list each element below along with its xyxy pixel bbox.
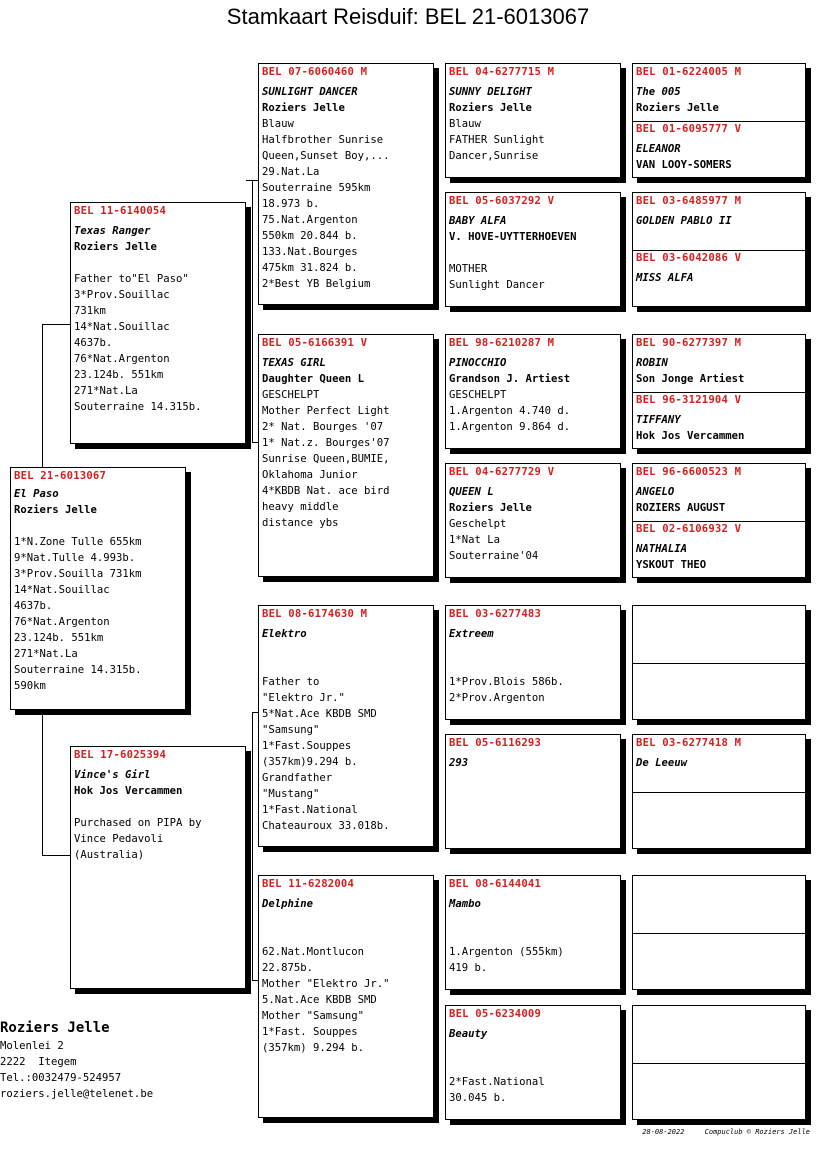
ggp-card-fmf[interactable] (445, 334, 621, 449)
connector-line (437, 120, 438, 272)
pigeon-name: Delphine (262, 898, 314, 910)
ggp-card-mff[interactable] (445, 605, 621, 720)
pigeon-name: De Leeuw (636, 757, 688, 769)
connector-line (625, 95, 626, 150)
breeder-name: Roziers Jelle (0, 1020, 110, 1036)
info-line: 5*Nat.Ace KBDB SMD (262, 708, 377, 720)
breeder-email[interactable]: roziers.jelle@telenet.be (0, 1088, 154, 1100)
subject-card[interactable] (10, 467, 186, 710)
g4-pair-card[interactable] (632, 334, 806, 449)
pigeon-owner: Roziers Jelle (14, 504, 97, 516)
ring-number: BEL 98-6210287 M (449, 337, 555, 349)
info-line: Vince Pedavoli (74, 833, 164, 845)
pigeon-name: El Paso (14, 488, 59, 500)
connector-line (625, 226, 626, 282)
g4-pair-card[interactable] (632, 605, 806, 720)
ring-number: BEL 11-6282004 (262, 878, 355, 890)
pigeon-name: ELEANOR (636, 143, 681, 155)
pigeon-owner: VAN LOOY-SOMERS (636, 159, 732, 171)
info-line: 1*Fast.Souppes (262, 740, 352, 752)
info-line: 1.Argenton 4.740 d. (449, 405, 571, 417)
info-line: 3*Prov.Souilla 731km (14, 568, 142, 580)
info-line: heavy middle (262, 501, 339, 513)
info-line: Sunrise Queen,BUMIE, (262, 453, 390, 465)
info-line: Dancer,Sunrise (449, 150, 539, 162)
info-line: 22.875b. (262, 962, 314, 974)
pigeon-owner: Roziers Jelle (449, 502, 532, 514)
pigeon-name: Mambo (449, 898, 481, 910)
info-line: 550km 20.844 b. (262, 230, 358, 242)
ring-number: BEL 02-6106932 V (636, 523, 742, 535)
info-line: 419 b. (449, 962, 488, 974)
info-line: GESCHELPT (262, 389, 320, 401)
info-line: "Mustang" (262, 788, 320, 800)
info-line: Father to"El Paso" (74, 273, 189, 285)
info-line: Halfbrother Sunrise (262, 134, 384, 146)
ring-number: BEL 01-6095777 V (636, 123, 742, 135)
pigeon-name: TEXAS GIRL (262, 357, 326, 369)
ggp-card-mfm[interactable] (445, 734, 621, 849)
info-line: Blauw (449, 118, 481, 130)
info-line: Father to (262, 676, 320, 688)
ring-number: BEL 08-6174630 M (262, 608, 368, 620)
pigeon-owner: Roziers Jelle (74, 241, 157, 253)
info-line: Souterraine 595km (262, 182, 371, 194)
pigeon-name: ANGELO (636, 486, 675, 498)
ring-number: BEL 05-6116293 (449, 737, 542, 749)
connector-line (625, 492, 626, 549)
connector-line (625, 1036, 626, 1092)
info-line: Souterraine 14.315b. (74, 401, 202, 413)
pigeon-name: Texas Ranger (74, 225, 151, 237)
pigeon-name: Extreem (449, 628, 494, 640)
ggp-card-mmf[interactable] (445, 875, 621, 990)
print-date: 28-08-2022 (642, 1128, 685, 1136)
connector-line (625, 364, 626, 420)
connector-line (42, 710, 43, 855)
connector-line (625, 633, 626, 689)
info-line: 1* Nat.z. Bourges'07 (262, 437, 390, 449)
pigeon-owner: V. HOVE-UYTTERHOEVEN (449, 231, 577, 243)
info-line: Blauw (262, 118, 294, 130)
info-line: distance ybs (262, 517, 339, 529)
info-line: 4*KBDB Nat. ace bird (262, 485, 390, 497)
info-line: 4637b. (74, 337, 113, 349)
ring-number: BEL 90-6277397 M (636, 337, 742, 349)
info-line: 1*Fast.National (262, 804, 358, 816)
connector-line (42, 855, 70, 856)
breeder-info (0, 1018, 153, 1102)
info-line: "Samsung" (262, 724, 320, 736)
pigeon-name: QUEEN L (449, 486, 494, 498)
info-line: 1.Argenton (555km) (449, 946, 564, 958)
g4-pair-card[interactable] (632, 1005, 806, 1120)
info-line: 1*Fast. Souppes (262, 1026, 358, 1038)
pigeon-name: 293 (449, 757, 469, 769)
info-line: 2* Nat. Bourges '07 (262, 421, 384, 433)
pigeon-owner: ROZIERS AUGUST (636, 502, 726, 514)
pigeon-owner: Roziers Jelle (636, 102, 719, 114)
ring-number: BEL 07-6060460 M (262, 66, 368, 78)
info-line: Geschelpt (449, 518, 507, 530)
info-line: 2*Best YB Belgium (262, 278, 371, 290)
info-line: 590km (14, 680, 46, 692)
ggp-card-mmm[interactable] (445, 1005, 621, 1120)
breeder-phone: Tel.:0032479-524957 (0, 1072, 122, 1084)
info-line: 133.Nat.Bourges (262, 246, 358, 258)
info-line: FATHER Sunlight (449, 134, 545, 146)
pigeon-owner: Son Jonge Artiest (636, 373, 745, 385)
breeder-address: Molenlei 2 (0, 1040, 64, 1052)
info-line: 1.Argenton 9.864 d. (449, 421, 571, 433)
info-line: MOTHER (449, 263, 488, 275)
connector-line (437, 390, 438, 520)
connector-line (625, 905, 626, 961)
ring-number: BEL 04-6277715 M (449, 66, 555, 78)
info-line: GESCHELPT (449, 389, 507, 401)
info-line: 76*Nat.Argenton (14, 616, 110, 628)
info-line: 3*Prov.Souillac (74, 289, 170, 301)
g4-pair-card[interactable] (632, 63, 806, 178)
info-line: 731km (74, 305, 106, 317)
info-line: 2*Prov.Argenton (449, 692, 545, 704)
info-line: 271*Nat.La (14, 648, 78, 660)
info-line: 475km 31.824 b. (262, 262, 358, 274)
info-line: (Australia) (74, 849, 145, 861)
grandsire-paternal-card[interactable] (258, 63, 434, 305)
info-line: 1*Nat La (449, 534, 501, 546)
ring-number: BEL 03-6277418 M (636, 737, 742, 749)
breeder-city: 2222 Itegem (0, 1056, 77, 1068)
ring-number: BEL 08-6144041 (449, 878, 542, 890)
info-line: 4637b. (14, 600, 53, 612)
page-title: Stamkaart Reisduif: BEL 21-6013067 (226, 4, 590, 29)
pigeon-owner: Hok Jos Vercammen (636, 430, 745, 442)
ring-number: BEL 05-6037292 V (449, 195, 555, 207)
pigeon-owner: Hok Jos Vercammen (74, 785, 183, 797)
pigeon-name: MISS ALFA (636, 272, 694, 284)
ggp-card-fmm[interactable] (445, 463, 621, 578)
g4-pair-card[interactable] (632, 734, 806, 849)
pigeon-name: SUNLIGHT DANCER (262, 86, 358, 98)
pigeon-name: The 005 (636, 86, 681, 98)
connector-line (437, 660, 438, 790)
pigeon-name: ROBIN (636, 357, 668, 369)
pigeon-name: GOLDEN PABLO II (636, 215, 732, 227)
ring-number: BEL 03-6042086 V (636, 252, 742, 264)
ring-number: BEL 03-6485977 M (636, 195, 742, 207)
info-line: 5.Nat.Ace KBDB SMD (262, 994, 377, 1006)
g4-pair-card[interactable] (632, 875, 806, 990)
g4-pair-card[interactable] (632, 192, 806, 307)
info-line: 2*Fast.National (449, 1076, 545, 1088)
info-line: 62.Nat.Montlucon (262, 946, 365, 958)
ring-number: BEL 11-6140054 (74, 205, 167, 217)
pigeon-owner: Daughter Queen L (262, 373, 365, 385)
info-line: 76*Nat.Argenton (74, 353, 170, 365)
info-line: Oklahoma Junior (262, 469, 358, 481)
info-line: Mother Perfect Light (262, 405, 390, 417)
ring-number: BEL 05-6234009 (449, 1008, 542, 1020)
g4-pair-card[interactable] (632, 463, 806, 578)
ring-number: BEL 96-6600523 M (636, 466, 742, 478)
info-line: 271*Nat.La (74, 385, 138, 397)
info-line: 14*Nat.Souillac (74, 321, 170, 333)
pigeon-name: BABY ALFA (449, 215, 507, 227)
software-credit: Compuclub © Roziers Jelle (704, 1128, 810, 1136)
info-line: Purchased on PIPA by (74, 817, 202, 829)
connector-line (437, 930, 438, 1060)
granddam-paternal-card[interactable] (258, 334, 434, 577)
ring-number: BEL 05-6166391 V (262, 337, 368, 349)
info-line: (357km)9.294 b. (262, 756, 358, 768)
info-line: 23.124b. 551km (74, 369, 164, 381)
info-line: Souterraine'04 (449, 550, 539, 562)
ggp-card-fff[interactable] (445, 63, 621, 178)
info-line: Grandfather (262, 772, 333, 784)
pigeon-owner: Roziers Jelle (262, 102, 345, 114)
father-card[interactable] (70, 202, 246, 444)
info-line: 29.Nat.La (262, 166, 320, 178)
pigeon-name: Beauty (449, 1028, 488, 1040)
pigeon-owner: YSKOUT THEO (636, 559, 707, 571)
ggp-card-ffm[interactable] (445, 192, 621, 307)
pigeon-name: Vince's Girl (74, 769, 151, 781)
info-line: 9*Nat.Tulle 4.993b. (14, 552, 136, 564)
info-line: "Elektro Jr." (262, 692, 345, 704)
footer (642, 1128, 810, 1136)
pigeon-name: Elektro (262, 628, 307, 640)
grandsire-maternal-card[interactable] (258, 605, 434, 847)
connector-line (252, 712, 253, 980)
info-line: 18.973 b. (262, 198, 320, 210)
granddam-maternal-card[interactable] (258, 875, 434, 1118)
info-line: 1*Prov.Blois 586b. (449, 676, 564, 688)
connector-line (252, 180, 253, 442)
pigeon-name: PINOCCHIO (449, 357, 507, 369)
ring-number: BEL 04-6277729 V (449, 466, 555, 478)
pigeon-name: SUNNY DELIGHT (449, 86, 532, 98)
info-line: Sunlight Dancer (449, 279, 545, 291)
info-line: 75.Nat.Argenton (262, 214, 358, 226)
info-line: 1*N.Zone Tulle 655km (14, 536, 142, 548)
pigeon-owner: Grandson J. Artiest (449, 373, 571, 385)
ring-number: BEL 96-3121904 V (636, 394, 742, 406)
ring-number: BEL 17-6025394 (74, 749, 167, 761)
info-line: Queen,Sunset Boy,... (262, 150, 390, 162)
connector-line (42, 324, 70, 325)
connector-line (42, 324, 43, 468)
pigeon-name: TIFFANY (636, 414, 681, 426)
ring-number: BEL 21-6013067 (14, 470, 107, 482)
info-line: (357km) 9.294 b. (262, 1042, 365, 1054)
info-line: Mother "Elektro Jr." (262, 978, 390, 990)
info-line: 23.124b. 551km (14, 632, 104, 644)
info-line: Chateauroux 33.018b. (262, 820, 390, 832)
pigeon-name: NATHALIA (636, 543, 688, 555)
connector-line (625, 763, 626, 819)
ring-number: BEL 01-6224005 M (636, 66, 742, 78)
ring-number: BEL 03-6277483 (449, 608, 542, 620)
info-line: Souterraine 14.315b. (14, 664, 142, 676)
mother-card[interactable] (70, 746, 246, 989)
info-line: 30.045 b. (449, 1092, 507, 1104)
info-line: 14*Nat.Souillac (14, 584, 110, 596)
info-line: Mother "Samsung" (262, 1010, 365, 1022)
pigeon-owner: Roziers Jelle (449, 102, 532, 114)
